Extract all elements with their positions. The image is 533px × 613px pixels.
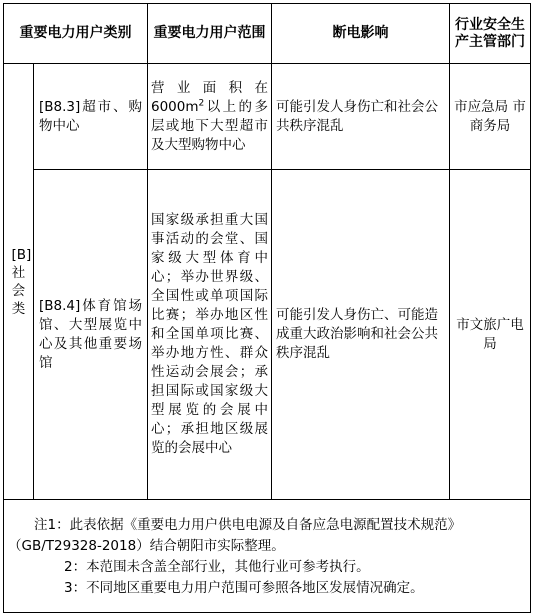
category-cell [4,64,34,500]
header-impact: 断电影响 [272,4,450,64]
category-name: 社会类 [11,264,26,317]
impact-b83: 可能引发人身伤亡和社会公共秩序混乱 [272,64,450,170]
department-b83: 市应急局 市商务局 [450,64,531,170]
subcategory-b83: [B8.3]超市、购物中心 [34,64,148,170]
notes-cell [4,500,531,613]
notes-row [4,500,531,613]
header-category: 重要电力用户类别 [4,4,148,64]
note-3: 3：不同地区重要电力用户范围可参照各地区发展情况确定。 [64,580,424,596]
header-scope: 重要电力用户范围 [148,4,272,64]
category-code: [B] [11,246,32,263]
impact-b84: 可能引发人身伤亡、可能造成重大政治影响和社会公共秩序混乱 [272,170,450,500]
power-user-table [3,3,531,613]
department-b84: 市文旅广电局 [450,170,531,500]
scope-b83-pre: 营业面积在6000m [151,79,268,115]
header-row [4,4,531,64]
note-2: 2：本范围未含盖全部行业，其他行业可参考执行。 [64,559,370,575]
scope-b83 [148,64,272,170]
note-1: 注1：此表依据《重要电力用户供电电源及自备应急电源配置技术规范》（GB/T29328-2018）结合朝阳市实际整理。 [8,517,462,554]
subcategory-b84: [B8.4]体育馆场馆、大型展览中心及其他重要场馆 [34,170,148,500]
scope-b83-sup: 2 [198,98,205,108]
table-row [4,170,531,500]
scope-b83-post: 以上的多层或地下大型超市及大型购物中心 [151,98,268,153]
scope-b84: 国家级承担重大国事活动的会堂、国家级大型体育中心；举办世界级、全国性或单项国际比赛；举办地区性和全国单项比赛、举办地方性、群众性运动会展会；承担国际或国家级大型展览的会展中心；承担地区级展览的会展中心 [148,170,272,500]
header-department: 行业安全生产主管部门 [450,4,531,64]
table-row [4,64,531,170]
